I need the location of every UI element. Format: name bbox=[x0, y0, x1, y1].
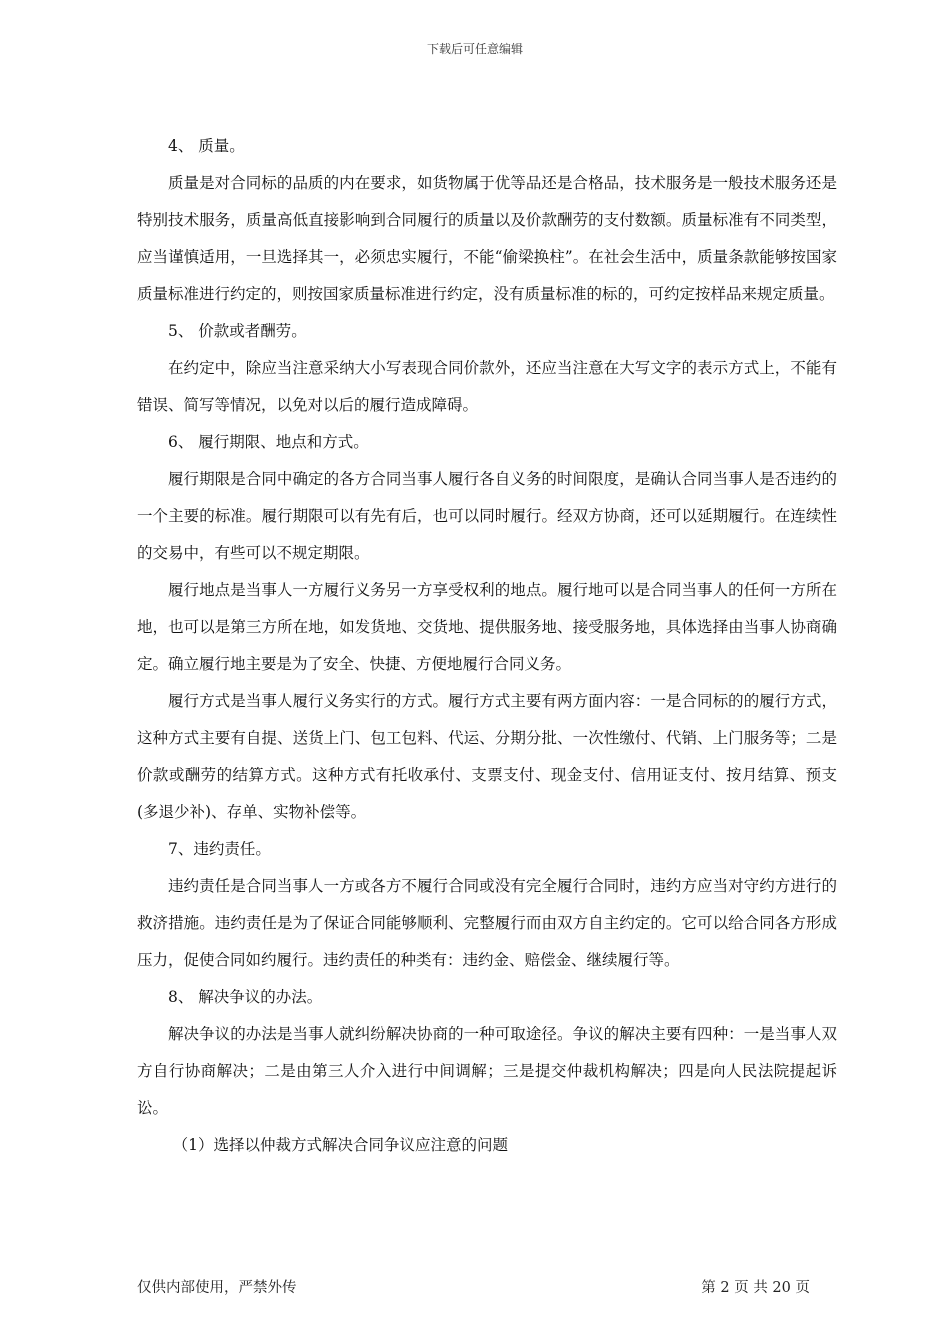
heading-price: 5、 价款或者酬劳。 bbox=[168, 322, 307, 340]
heading-performance: 6、 履行期限、地点和方式。 bbox=[168, 433, 369, 451]
paragraph: 履行地点是当事人一方履行义务另一方享受权利的地点。履行地可以是合同当事人的任何一方所在地，也可以是第三方所在地，如发货地、交货地、提供服务地、接受服务地，具体选择由当事人协商确定。确立履行地主要是为了安全、快捷、方便地履行合同义务。 bbox=[137, 581, 837, 673]
paragraph: 履行期限是合同中确定的各方合同当事人履行各自义务的时间限度，是确认合同当事人是否违约的一个主要的标准。履行期限可以有先有后，也可以同时履行。经双方协商，还可以延期履行。在连续性的交易中，有些可以不规定期限。 bbox=[137, 470, 837, 562]
page-header: 下载后可任意编辑 bbox=[426, 42, 523, 56]
subheading-arbitration: （1）选择以仲裁方式解决合同争议应注意的问题 bbox=[172, 1136, 509, 1154]
heading-liability: 7、违约责任。 bbox=[168, 840, 271, 858]
paragraph: 履行方式是当事人履行义务实行的方式。履行方式主要有两方面内容：一是合同标的的履行方式，这种方式主要有自提、送货上门、包工包料、代运、分期分批、一次性缴付、代销、上门服务等；二是价款或酬劳的结算方式。这种方式有托收承付、支票支付、现金支付、信用证支付、按月结算、预支(多退少补)、存单、实物补偿等。 bbox=[137, 692, 837, 821]
paragraph: 违约责任是合同当事人一方或各方不履行合同或没有完全履行合同时，违约方应当对守约方进行的救济措施。违约责任是为了保证合同能够顺利、完整履行而由双方自主约定的。它可以给合同各方形成压力，促使合同如约履行。违约责任的种类有：违约金、赔偿金、继续履行等。 bbox=[137, 877, 837, 969]
footer-notice: 仅供内部使用，严禁外传 bbox=[137, 1280, 297, 1296]
page-number: 第 2 页 共 20 页 bbox=[701, 1280, 810, 1296]
paragraph: 在约定中，除应当注意采纳大小写表现合同价款外，还应当注意在大写文字的表示方式上，不能有错误、简写等情况，以免对以后的履行造成障碍。 bbox=[137, 359, 837, 414]
paragraph: 解决争议的办法是当事人就纠纷解决协商的一种可取途径。争议的解决主要有四种：一是当事人双方自行协商解决；二是由第三人介入进行中间调解；三是提交仲裁机构解决；四是向人民法院提起诉讼。 bbox=[137, 1025, 837, 1117]
heading-quality: 4、 质量。 bbox=[168, 137, 245, 155]
heading-dispute: 8、 解决争议的办法。 bbox=[168, 988, 323, 1006]
paragraph: 质量是对合同标的品质的内在要求，如货物属于优等品还是合格品，技术服务是一般技术服务还是特别技术服务，质量高低直接影响到合同履行的质量以及价款酬劳的支付数额。质量标准有不同类型，应当谨慎适用，一旦选择其一，必须忠实履行，不能“偷梁换柱”。在社会生活中，质量条款能够按国家质量标准进行约定的，则按国家质量标准进行约定，没有质量标准的标的，可约定按样品来规定质量。 bbox=[137, 174, 837, 303]
document-body bbox=[137, 128, 837, 1164]
